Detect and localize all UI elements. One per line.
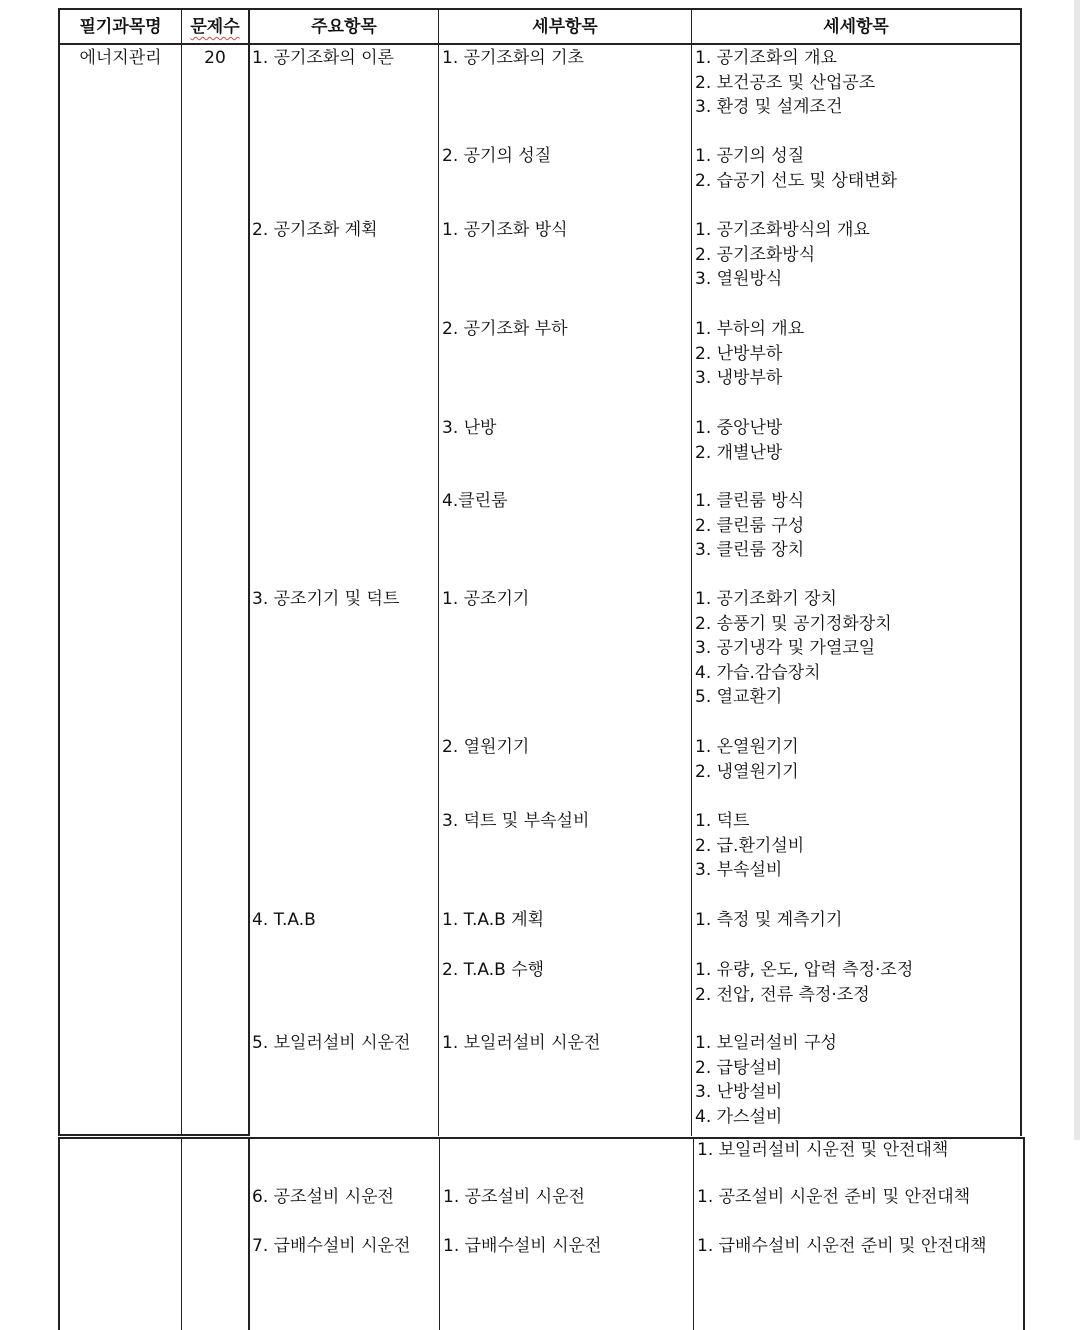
detail-list: [695, 218, 870, 292]
detail-item: 2. 공기조화방식: [695, 244, 816, 265]
main-item: 4. T.A.B: [252, 910, 316, 930]
sub-item: 1. 공조기기: [442, 589, 530, 609]
detail-list: [695, 144, 897, 193]
lower-col-border-2: [248, 1137, 250, 1330]
header-count-text: 문제수: [190, 17, 240, 37]
sub-item: 1. 보일러설비 시운전: [442, 1033, 601, 1053]
detail-item: 4. 가습.감습장치: [695, 662, 821, 683]
sub-item: 1. 공조설비 시운전: [443, 1187, 585, 1207]
detail-item: 1. 공조설비 시운전 준비 및 안전대책: [697, 1187, 971, 1207]
detail-item: 2. 송풍기 및 공기정화장치: [695, 613, 892, 634]
detail-list: [695, 735, 799, 784]
detail-item: 1. 공기의 성질: [695, 146, 805, 166]
col-border-2: [248, 8, 250, 1136]
sub-item: 2. 공기의 성질: [442, 146, 552, 166]
page-edge-shadow: [1074, 0, 1080, 1140]
detail-item: 2. 개별난방: [695, 442, 783, 463]
detail-item: 5. 열교환기: [695, 687, 783, 708]
main-item: 2. 공기조화 계획: [252, 220, 378, 240]
lower-col-border-5: [1023, 1137, 1025, 1330]
detail-item: 1. 공기조화의 개요: [695, 48, 837, 68]
detail-item: 1. 중앙난방: [695, 418, 783, 438]
col-border-5: [1020, 8, 1022, 1136]
sub-item: 1. 급배수설비 시운전: [443, 1236, 602, 1256]
detail-list: [695, 809, 804, 883]
detail-item: 4. 가스설비: [695, 1106, 783, 1127]
col-border-1: [181, 8, 182, 1136]
detail-item: 1. 유량, 온도, 압력 측정·조정: [695, 960, 914, 980]
detail-item: 2. 급탕설비: [695, 1057, 783, 1078]
detail-list: [695, 46, 875, 120]
detail-item: 3. 클린룸 장치: [695, 540, 805, 561]
detail-item: 2. 클린룸 구성: [695, 515, 805, 536]
detail-list: [695, 587, 892, 710]
detail-list: [695, 1031, 837, 1129]
main-item: 5. 보일러설비 시운전: [252, 1033, 411, 1053]
col-border-4: [691, 8, 692, 1136]
detail-item: 3. 난방설비: [695, 1082, 783, 1103]
detail-item: 1. 클린룸 방식: [695, 491, 805, 511]
header-detail-item: 세세항목: [823, 17, 889, 37]
sub-item: 4.클린룸: [442, 491, 508, 511]
detail-item: 1. 측정 및 계측기기: [695, 910, 843, 930]
sub-item: 1. 공기조화 방식: [442, 220, 568, 240]
lower-col-border-0: [58, 1137, 60, 1330]
sub-item: 2. 열원기기: [442, 737, 530, 757]
main-item: 6. 공조설비 시운전: [252, 1187, 394, 1207]
lower-col-border-1: [181, 1137, 182, 1330]
col-border-0: [58, 8, 60, 1136]
main-item: 3. 공조기기 및 덕트: [252, 589, 400, 609]
col-border-3: [438, 8, 439, 1136]
detail-item: 1. 덕트: [695, 811, 750, 831]
detail-item: 3. 부속설비: [695, 860, 783, 881]
detail-item: 1. 온열원기기: [695, 737, 799, 757]
detail-item: 2. 급.환기설비: [695, 835, 805, 856]
main-item: 1. 공기조화의 이론: [252, 48, 394, 68]
main-item: 7. 급배수설비 시운전: [252, 1236, 411, 1256]
detail-item: 2. 전압, 전류 측정·조정: [695, 984, 870, 1005]
detail-item: 1. 보일러설비 시운전 및 안전대책: [697, 1140, 949, 1160]
header-count: [182, 10, 248, 44]
subject-count: 20: [204, 48, 226, 68]
detail-list: [695, 416, 782, 465]
header-sub-item: 세부항목: [532, 17, 598, 37]
detail-list: [695, 317, 804, 391]
detail-item: 3. 냉방부하: [695, 368, 783, 389]
detail-item: 3. 환경 및 설계조건: [695, 97, 843, 118]
detail-item: 2. 보건공조 및 산업공조: [695, 72, 876, 93]
detail-item: 2. 냉열원기기: [695, 761, 799, 782]
detail-item: 1. 공기조화방식의 개요: [695, 220, 870, 240]
detail-item: 1. 급배수설비 시운전 준비 및 안전대책: [697, 1236, 987, 1256]
sub-item: 1. 공기조화의 기초: [442, 48, 584, 68]
detail-list: [695, 489, 804, 563]
detail-item: 1. 부하의 개요: [695, 319, 805, 339]
detail-item: 1. 공기조화기 장치: [695, 589, 837, 609]
detail-item: 3. 공기냉각 및 가열코일: [695, 638, 876, 659]
detail-list: [695, 908, 842, 933]
detail-item: 2. 난방부하: [695, 343, 783, 364]
sub-item: 2. 공기조화 부하: [442, 319, 568, 339]
header-main-item: 주요항목: [311, 17, 377, 37]
header-subject: 필기과목명: [79, 17, 162, 37]
table-bottom-border-left: [58, 1134, 250, 1136]
sub-item: 1. T.A.B 계획: [442, 910, 545, 930]
detail-list: [695, 958, 913, 1007]
sub-item: 2. T.A.B 수행: [442, 960, 545, 980]
detail-item: 2. 습공기 선도 및 상태변화: [695, 170, 898, 191]
sub-item: 3. 덕트 및 부속설비: [442, 811, 590, 831]
subject-name: 에너지관리: [79, 48, 162, 68]
sub-item: 3. 난방: [442, 418, 497, 438]
detail-item: 3. 열원방식: [695, 269, 783, 290]
lower-col-border-4: [693, 1137, 694, 1330]
detail-item: 1. 보일러설비 구성: [695, 1033, 837, 1053]
lower-col-border-3: [439, 1137, 440, 1330]
